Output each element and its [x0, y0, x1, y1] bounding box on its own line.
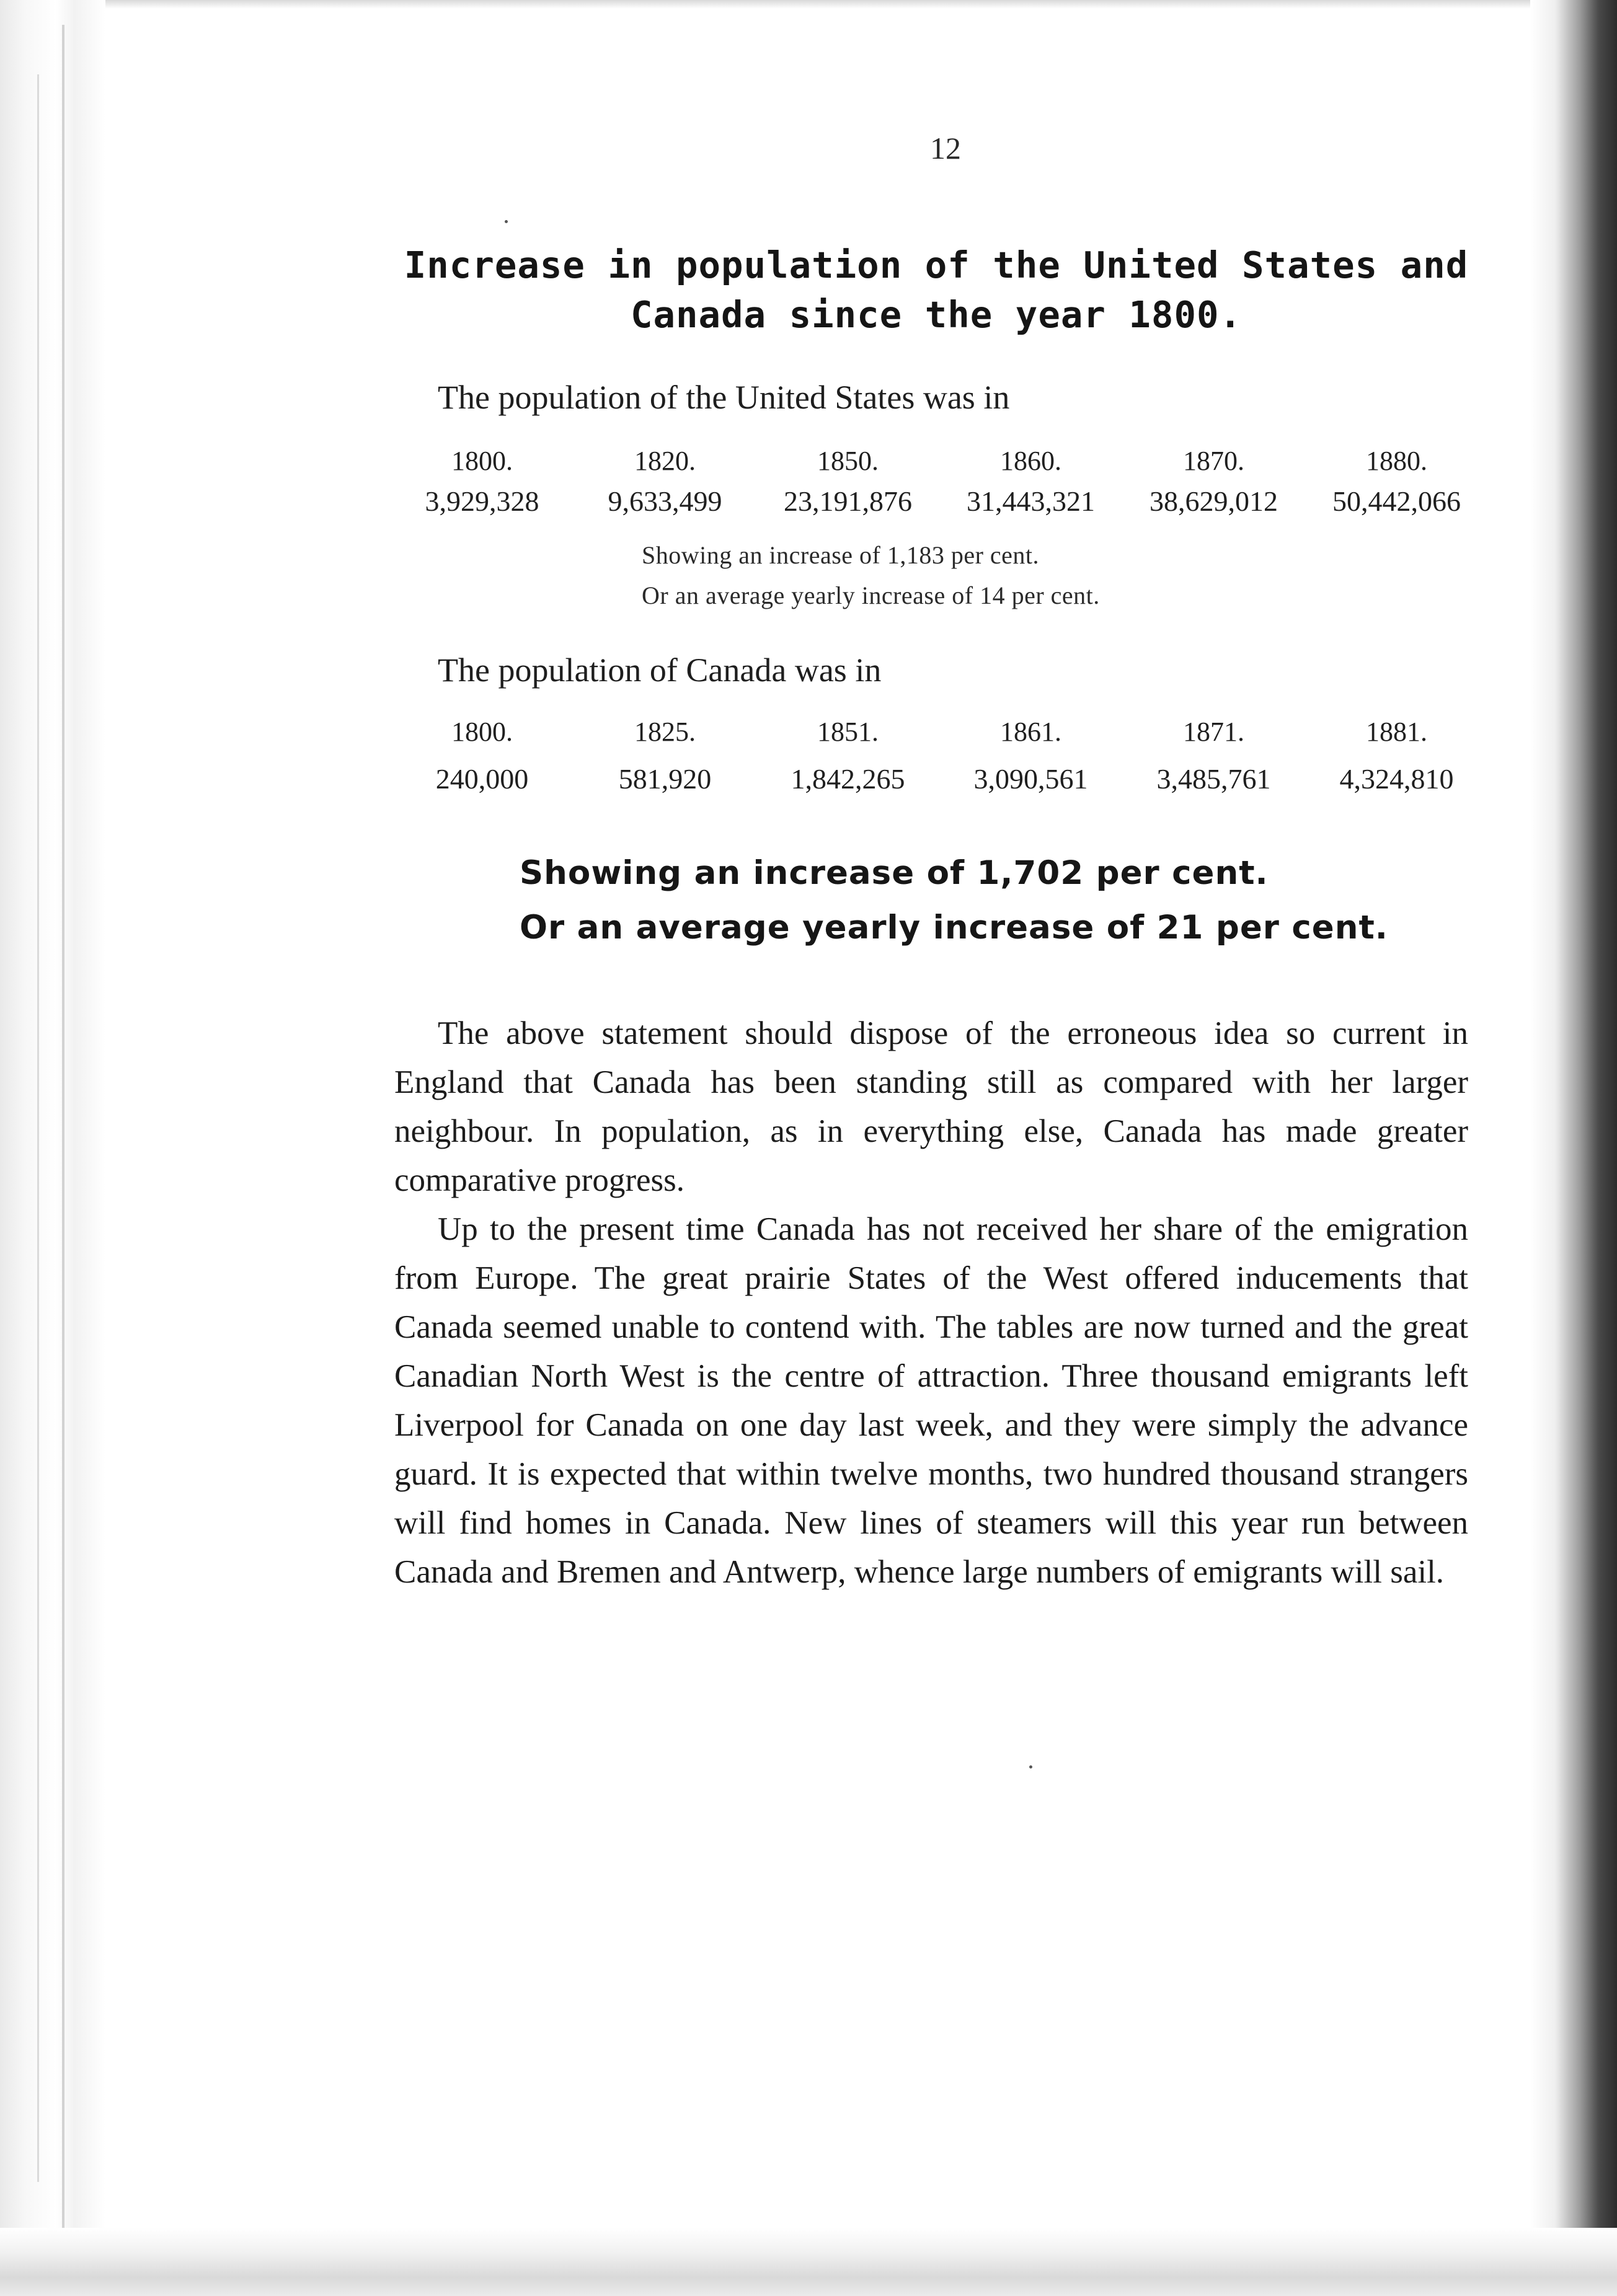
canada-year: 1800. [451, 717, 513, 747]
body-paragraph: The above statement should dispose of the erroneous idea so current in England that Canada has been standing still as compared with her larger neighbour. In population, as in everything else, Canada has made greater comparative progress. [394, 1015, 1468, 1198]
canada-year: 1851. [817, 717, 879, 747]
us-year: 1880. [1366, 446, 1427, 476]
scan-top-edge [0, 0, 1617, 9]
us-value: 50,442,066 [1332, 485, 1461, 517]
canada-year: 1881. [1366, 717, 1427, 747]
us-values-row [391, 485, 1488, 518]
canada-average-note: Or an average yearly increase of 21 per cent. [520, 909, 1388, 947]
scan-left-edge [0, 0, 105, 2296]
us-value: 9,633,499 [608, 485, 722, 517]
canada-year: 1825. [634, 717, 696, 747]
us-value: 38,629,012 [1150, 485, 1278, 517]
canada-value: 3,090,561 [973, 763, 1088, 795]
us-year: 1820. [634, 446, 696, 476]
us-average-note: Or an average yearly increase of 14 per cent. [642, 581, 1100, 609]
us-increase-note: Showing an increase of 1,183 per cent. [642, 541, 1040, 569]
scan-speck [1029, 1765, 1032, 1768]
us-value: 3,929,328 [425, 485, 539, 517]
scan-speck [505, 220, 508, 223]
canada-year: 1871. [1183, 717, 1244, 747]
us-year: 1870. [1183, 446, 1244, 476]
canada-value: 4,324,810 [1339, 763, 1454, 795]
canada-value: 240,000 [435, 763, 529, 795]
us-value: 23,191,876 [784, 485, 912, 517]
us-value: 31,443,321 [967, 485, 1095, 517]
us-intro: The population of the United States was in [438, 379, 1010, 416]
us-year: 1800. [451, 446, 513, 476]
canada-years-row [391, 716, 1488, 748]
us-years-row [391, 445, 1488, 477]
body-paragraph: Up to the present time Canada has not received her share of the emigration from Europe. The great prairie States of the West offered inducements that Canada seemed unable to contend with. The tables are now turned and the great Canadian North West is the centre of attraction. Three thousand emigrants left Liverpool for Canada on one day last week, and they were simply the advance guard. It is expected that within twelve months, two hundred thousand strangers will find homes in Canada. New lines of steamers will this year run between Canada and Bremen and Antwerp, whence large numbers of emigrants will sail. [394, 1211, 1468, 1590]
canada-year: 1861. [1000, 717, 1061, 747]
us-year: 1850. [817, 446, 879, 476]
canada-value: 3,485,761 [1156, 763, 1271, 795]
canada-value: 581,920 [618, 763, 712, 795]
canada-value: 1,842,265 [791, 763, 905, 795]
scan-bottom-edge [0, 2228, 1617, 2296]
page-heading: Increase in population of the United States and Canada since the year 1800. [404, 244, 1469, 336]
canada-increase-note: Showing an increase of 1,702 per cent. [520, 854, 1269, 892]
us-year: 1860. [1000, 446, 1061, 476]
canada-intro: The population of Canada was in [438, 651, 882, 689]
canada-values-row [391, 762, 1488, 795]
page-number: 12 [930, 131, 961, 166]
scan-right-edge [1530, 0, 1617, 2296]
